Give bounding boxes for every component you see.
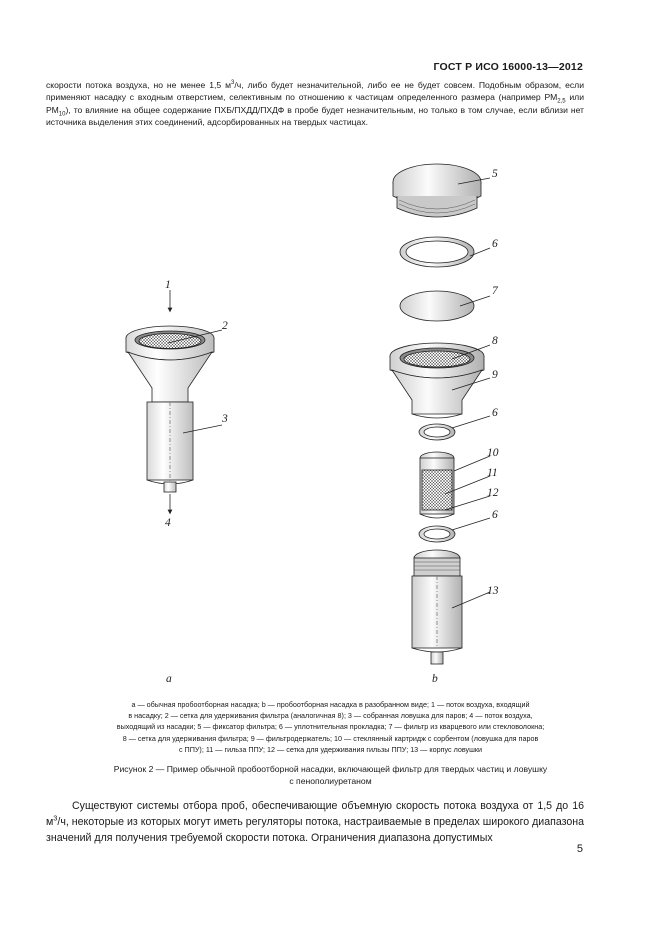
- legend-line: a — обычная пробоотборная насадка; b — пробоотборная насадка в разобранном виде; 1 — поток воздуха, входящий: [131, 700, 530, 709]
- sampler-drawing: [0, 160, 661, 685]
- assembled-sampler: [126, 290, 222, 512]
- page-number: 5: [576, 843, 583, 855]
- label-1: 1: [165, 279, 171, 291]
- legend-line: 8 — сетка для удерживания фильтра; 9 — фильтродержатель; 10 — стеклянный картридж с сорбентом (ловушка для паров: [122, 733, 539, 743]
- body-text-2: /ч, некоторые из которых могут иметь регуляторы потока, настраиваемые в пределах широкого диапазона значений для получения требуемой скорости потока. Ограничения диапазона допустимых: [46, 816, 584, 844]
- label-12: 12: [487, 487, 499, 499]
- legend-line: в насадку; 2 — сетка для удерживания фильтра (аналогичная 8); 3 — собранная ловушка для паров; 4 — поток воздуха,: [128, 711, 533, 721]
- intro-sup: 3: [231, 80, 235, 87]
- intro-paragraph: [46, 79, 584, 129]
- intro-text-2: /ч, либо будет незначительной, либо ее не будет совсем. Подобным образом, если применяют насадку с входным отверстием, селективным по отношению к частицам определенного размера (например РМ: [46, 80, 585, 103]
- label-6a: 6: [492, 238, 498, 250]
- label-7: 7: [492, 285, 498, 297]
- label-11: 11: [487, 467, 498, 479]
- label-10: 10: [487, 447, 499, 459]
- document-header: ГОСТ Р ИСО 16000-13—2012: [433, 61, 583, 73]
- intro-text-1: скорости потока воздуха, но не менее 1,5 м: [46, 80, 232, 90]
- body-paragraph: [46, 798, 584, 846]
- subfigure-b-label: b: [432, 673, 438, 685]
- legend-line: с ППУ); 11 — гильза ППУ; 12 — сетка для удерживания гильзы ППУ; 13 — корпус ловушки: [178, 744, 483, 754]
- body-text-1: Существуют системы отбора проб, обеспечивающие объемную скорость потока воздуха от 1,5 до 16 м: [46, 800, 584, 828]
- legend-line: выходящий из насадки; 5 — фиксатор фильтра; 6 — уплотнительная прокладка; 7 — фильтр из кварцевого или стекловолокна;: [116, 722, 545, 732]
- intro-sub-2: 10: [58, 111, 66, 118]
- label-9: 9: [492, 369, 498, 381]
- figure-legend: [40, 699, 621, 755]
- caption-line-2: с пенополиуретаном: [289, 776, 372, 786]
- figure-2: [0, 160, 661, 685]
- exploded-sampler: [390, 164, 490, 664]
- intro-text-3: или РМ: [46, 92, 584, 115]
- intro-text-4: ), то влияние на общее содержание ПХБ/ПХДД/ПХДФ в пробе будет незначительным, но только в том случае, если вблизи нет источника выделения этих соединений, адсорбированных на твердых частицах.: [46, 104, 584, 128]
- body-sup: 3: [53, 813, 58, 823]
- figure-caption: [40, 763, 621, 787]
- label-8: 8: [492, 335, 498, 347]
- intro-sub-1: 2,5: [557, 99, 566, 106]
- subfigure-a-label: a: [166, 673, 172, 685]
- label-6b: 6: [492, 407, 498, 419]
- caption-line-1: Рисунок 2 — Пример обычной пробоотборной насадки, включающей фильтр для твердых частиц и ловушку: [113, 764, 548, 774]
- label-6c: 6: [492, 509, 498, 521]
- label-2: 2: [222, 320, 228, 332]
- label-13: 13: [487, 585, 499, 597]
- label-5: 5: [492, 168, 498, 180]
- label-3: 3: [222, 413, 228, 425]
- label-4: 4: [165, 517, 171, 529]
